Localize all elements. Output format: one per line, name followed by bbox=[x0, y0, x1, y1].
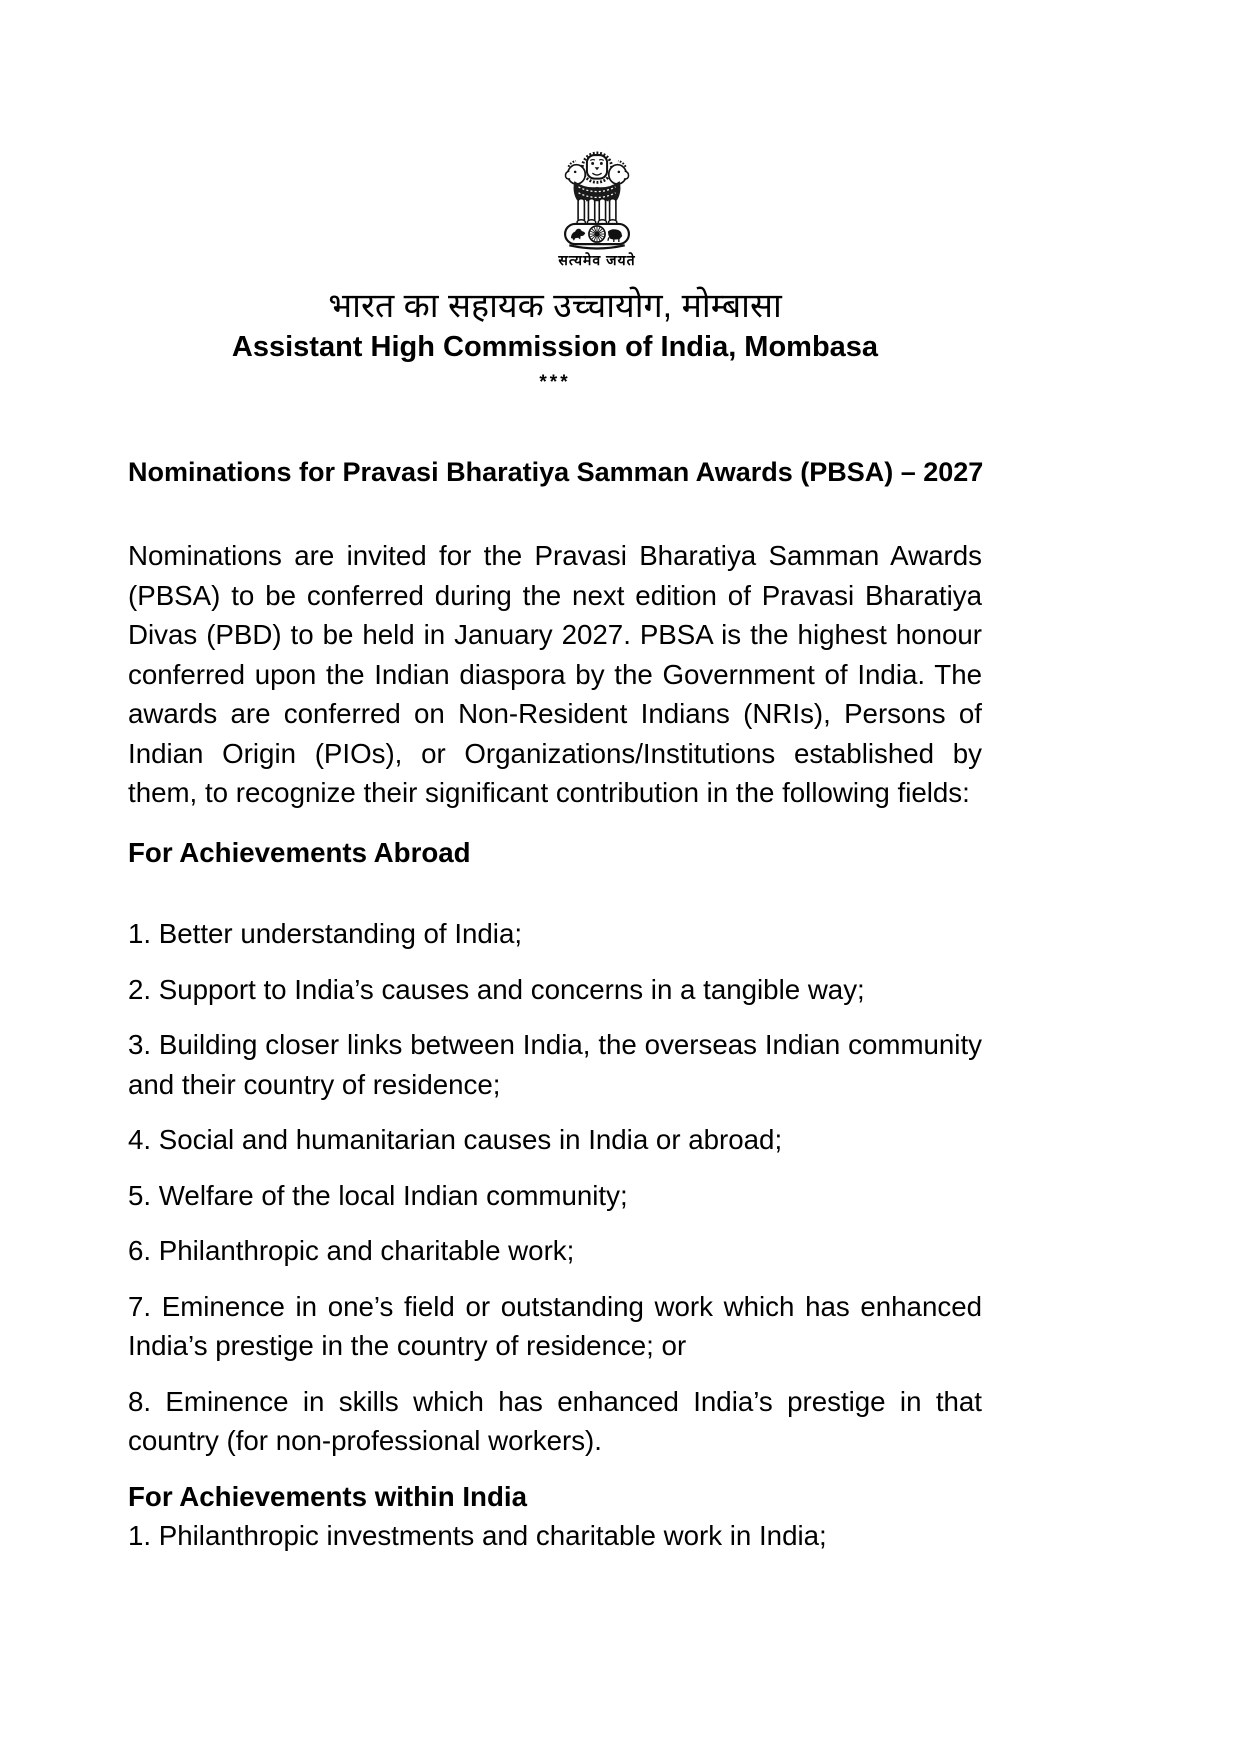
state-emblem-of-india-icon bbox=[555, 150, 639, 250]
abroad-item-3: 3. Building closer links between India, the overseas Indian community and their country of residence; bbox=[128, 1029, 982, 1100]
abroad-item-8: 8. Eminence in skills which has enhanced India’s prestige in that country (for non-professional workers). bbox=[128, 1385, 982, 1456]
abroad-item-6: 6. Philanthropic and charitable work; bbox=[128, 1235, 575, 1266]
section-heading-achievements-within-india: For Achievements within India bbox=[128, 1480, 527, 1512]
abroad-item-5: 5. Welfare of the local Indian community; bbox=[128, 1179, 628, 1211]
intro-paragraph: Nominations are invited for the Pravasi Bharatiya Samman Awards (PBSA) to be conferred during the next edition of Pravasi Bharatiya Divas (PBD) to be held in January 2027. PBSA is the highest honour conferred upon the Indian diaspora by the Government of India. The awards are conferred on Non-Resident Indians (NRIs), Persons of Indian Origin (PIOs), or Organizations/Institutions established by them, to recognize their significant contribution in the following fields: bbox=[128, 540, 982, 808]
office-name-english: Assistant High Commission of India, Mombasa bbox=[231, 331, 879, 363]
document-title: Nominations for Pravasi Bharatiya Samman Awards (PBSA) – 2027 bbox=[128, 457, 984, 487]
abroad-item-7: 7. Eminence in one’s field or outstanding work which has enhanced India’s prestige in the country of residence; or bbox=[128, 1290, 982, 1361]
abroad-item-2: 2. Support to India’s causes and concerns in a tangible way; bbox=[128, 973, 865, 1005]
office-name-hindi: भारत का सहायक उच्चायोग, मोम्बासा bbox=[328, 287, 782, 325]
section-heading-achievements-abroad: For Achievements Abroad bbox=[128, 836, 471, 868]
document-content bbox=[128, 150, 982, 1556]
abroad-item-1: 1. Better understanding of India; bbox=[128, 918, 523, 949]
separator-stars: *** bbox=[539, 372, 571, 393]
within-india-item-1: 1. Philanthropic investments and charitable work in India; bbox=[128, 1520, 827, 1551]
emblem-motto: सत्यमेव जयते bbox=[558, 252, 636, 268]
emblem-block bbox=[170, 150, 1024, 269]
abroad-item-4: 4. Social and humanitarian causes in India or abroad; bbox=[128, 1124, 783, 1155]
